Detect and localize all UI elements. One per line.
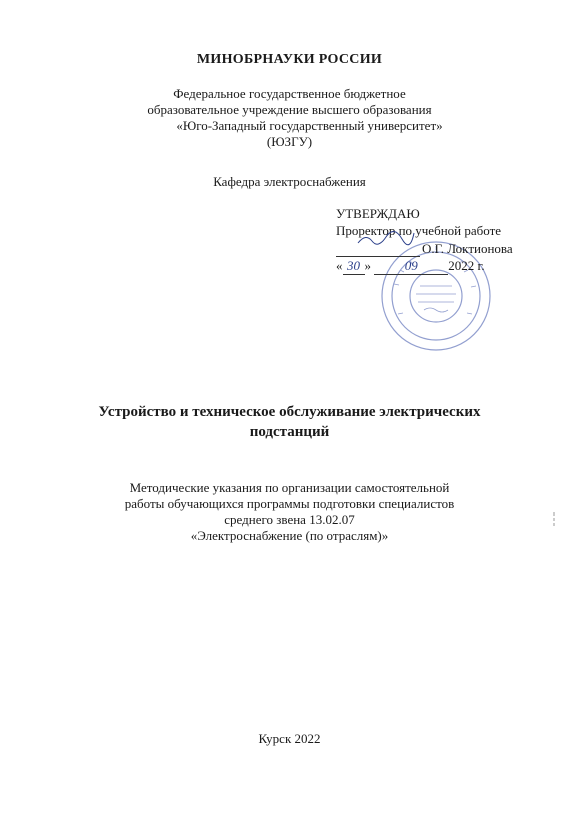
approval-year: 2022 г. — [448, 258, 485, 273]
description-line: среднего звена 13.02.07 — [224, 512, 355, 527]
ministry-name: МИНОБРНАУКИ РОССИИ — [196, 52, 383, 67]
approval-block — [336, 205, 513, 275]
description-line: «Электроснабжение (по отраслям)» — [190, 528, 389, 543]
department-name: Кафедра электроснабжения — [213, 174, 366, 189]
signature-line — [336, 239, 420, 257]
org-line: образовательное учреждение высшего образования — [147, 102, 432, 117]
city-year: Курск 2022 — [258, 731, 321, 746]
approval-date-row: « 30 » 09 2022 г. — [336, 258, 485, 273]
organization-name — [0, 86, 579, 150]
approval-day: 30 — [343, 257, 365, 275]
approval-month: 09 — [374, 257, 448, 275]
approver-name: О.Г. Локтионова — [422, 241, 513, 256]
title-line: подстанций — [249, 424, 330, 440]
document-title — [0, 402, 579, 442]
document-description — [0, 480, 579, 544]
org-line: Федеральное государственное бюджетное — [173, 86, 406, 101]
approval-position: Проректор по учебной работе — [336, 223, 502, 238]
approval-signature-row — [336, 239, 513, 257]
scan-mark — [552, 512, 556, 526]
org-line: (ЮЗГУ) — [266, 134, 313, 149]
description-line: работы обучающихся программы подготовки специалистов — [124, 496, 455, 511]
title-line: Устройство и техническое обслуживание электрических — [98, 404, 481, 420]
signature-icon — [356, 231, 416, 247]
description-line: Методические указания по организации самостоятельной — [129, 480, 450, 495]
approval-heading: УТВЕРЖДАЮ — [336, 206, 420, 221]
org-line: «Юго-Западный государственный университет» — [176, 118, 443, 133]
